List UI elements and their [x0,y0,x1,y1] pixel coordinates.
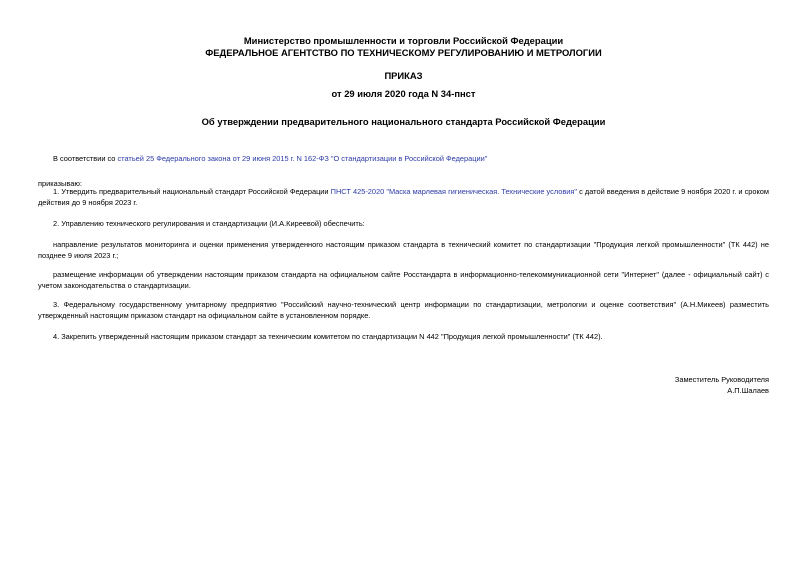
signatory-name: А.П.Шалаев [727,386,769,395]
item-1-suffix: с датой введения в действие 9 ноября 2020 г. и сроком действия до 9 ноября 2023 г. [38,187,769,207]
document-subject: Об утверждении предварительного национального стандарта Российской Федерации [201,116,606,127]
item-1-paragraph [38,186,769,208]
item-2b-paragraph: размещение информации об утверждении настоящим приказом стандарта на официальном сайте Росстандарта в информационно-телекоммуникационной сети "Интернет" (далее - официальный сайт) с учетом законодательства о стандартизации. [38,270,769,290]
item-3-paragraph: 3. Федеральному государственному унитарному предприятию "Российский научно-технический центр информации по стандартизации, метрологии и оценке соответствия" (А.Н.Микеев) разместить утвержденный настоящим приказом стандарт на официальном сайте в установленном порядке. [38,300,769,320]
signature-block [675,374,769,396]
preamble-text: В соответствии со [53,154,118,163]
order-word: приказываю: [38,179,82,188]
ministry-heading: Министерство промышленности и торговли Российской Федерации [243,35,564,46]
item-4-paragraph: 4. Закрепить утвержденный настоящим приказом стандарт за техническим комитетом по стандартизации N 442 "Продукция легкой промышленности" (ТК 442). [53,332,603,341]
agency-heading: ФЕДЕРАЛЬНОЕ АГЕНТСТВО ПО ТЕХНИЧЕСКОМУ РЕГУЛИРОВАНИЮ И МЕТРОЛОГИИ [205,47,602,58]
federal-law-link[interactable]: статьей 25 Федерального закона от 29 июня 2015 г. N 162-ФЗ "О стандартизации в Российской Федерации" [117,154,488,163]
standard-link[interactable]: ПНСТ 425-2020 "Маска марлевая гигиеническая. Технические условия" [330,187,578,196]
signatory-position: Заместитель Руководителя [674,375,769,384]
date-number: от 29 июля 2020 года N 34-пнст [331,88,476,99]
document-type: ПРИКАЗ [384,70,423,81]
item-2a-paragraph: направление результатов мониторинга и оценки применения утвержденного настоящим приказом стандарта в технический комитет по стандартизации "Продукция легкой промышленности" (ТК 442) не позднее 9 июля 2023 г.; [38,240,769,260]
item-2-paragraph: 2. Управлению технического регулирования и стандартизации (И.А.Киреевой) обеспечить: [53,219,365,228]
preamble-paragraph [38,153,769,164]
item-1-text: 1. Утвердить предварительный национальный стандарт Российской Федерации [53,187,331,196]
